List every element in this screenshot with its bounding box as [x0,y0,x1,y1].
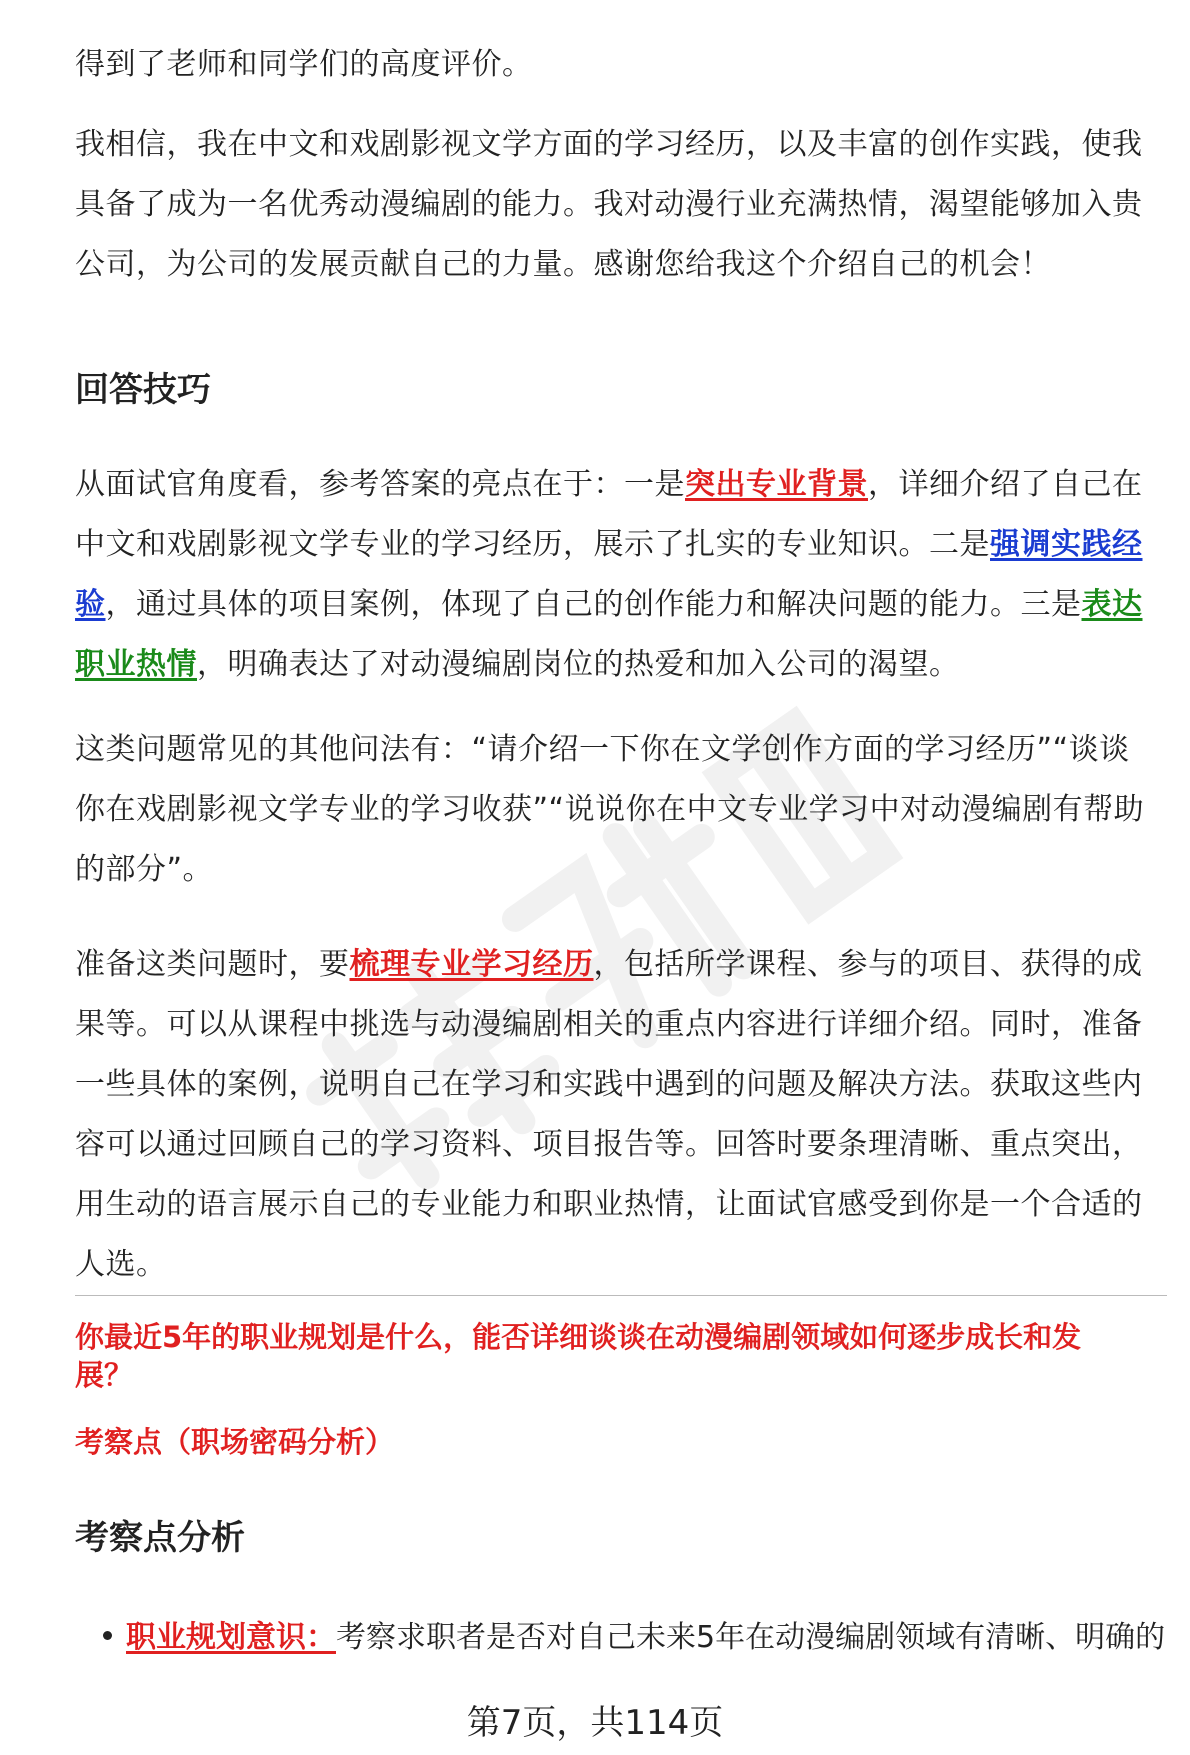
heading-answer-tips: 回答技巧 [75,370,211,410]
highlight-career-passion: 表达职业热情 [75,587,1143,682]
paragraph-self-statement: 我相信，我在中文和戏剧影视文学方面的学习经历，以及丰富的创作实践，使我具备了成为一名优秀动漫编剧的能力。我对动漫行业充满热情，渴望能够加入贵公司，为公司的发展贡献自己的力量。感谢您给我这个介绍自己的机会！ [75,127,1143,282]
question-career-plan: 你最近5年的职业规划是什么，能否详细谈谈在动漫编剧领域如何逐步成长和发展？ [75,1320,1082,1392]
paragraph-alternative-questions: 这类问题常见的其他问法有：“请介绍一下你在文学创作方面的学习经历”“谈谈你在戏剧影视文学专业的学习收获”“说说你在中文专业学习中对动漫编剧有帮助的部分”。 [75,732,1145,887]
section-divider [75,1295,1167,1296]
question-subtag: 考察点（职场密码分析） [75,1425,395,1459]
tips-text-b: ，详细介绍了自己在中文和戏剧影视文学专业的学习经历，展示了扎实的专业知识。二是 [75,467,1143,562]
paragraph-tips-highlights [75,455,1155,695]
prep-text-b: ，包括所学课程、参与的项目、获得的成果等。可以从课程中挑选与动漫编剧相关的重点内容进行详细介绍。同时，准备一些具体的案例，说明自己在学习和实践中遇到的问题及解决方法。获取这些内容可以通过回顾自己的学习资料、项目报告等。回答时要条理清晰、重点突出，用生动的语言展示自己的专业能力和职业热情，让面试官感受到你是一个合适的人选。 [75,947,1143,1282]
highlight-practical-experience: 强调实践经验 [75,527,1143,622]
paragraph-intro-end: 得到了老师和同学们的高度评价。 [75,47,533,82]
page-number: 第7页，共114页 [466,1703,724,1743]
tips-text-a: 从面试官角度看，参考答案的亮点在于：一是 [75,467,685,502]
tips-text-d: ，明确表达了对动漫编剧岗位的热爱和加入公司的渴望。 [197,647,960,682]
bullet-text: 考察求职者是否对自己未来5年在动漫编剧领域有清晰、明确的 [336,1620,1166,1655]
prep-text-a: 准备这类问题时，要 [75,947,350,982]
list-item [103,1618,1173,1658]
tips-text-c: ，通过具体的项目案例，体现了自己的创作能力和解决问题的能力。三是 [105,587,1082,622]
bullet-label-career-awareness: 职业规划意识： [126,1620,336,1655]
paragraph-preparation-advice [75,935,1155,1295]
highlight-study-experience: 梳理专业学习经历 [349,947,594,982]
bullet-icon [103,1631,112,1640]
heading-analysis: 考察点分析 [75,1518,245,1558]
highlight-professional-background: 突出专业背景 [685,467,868,502]
